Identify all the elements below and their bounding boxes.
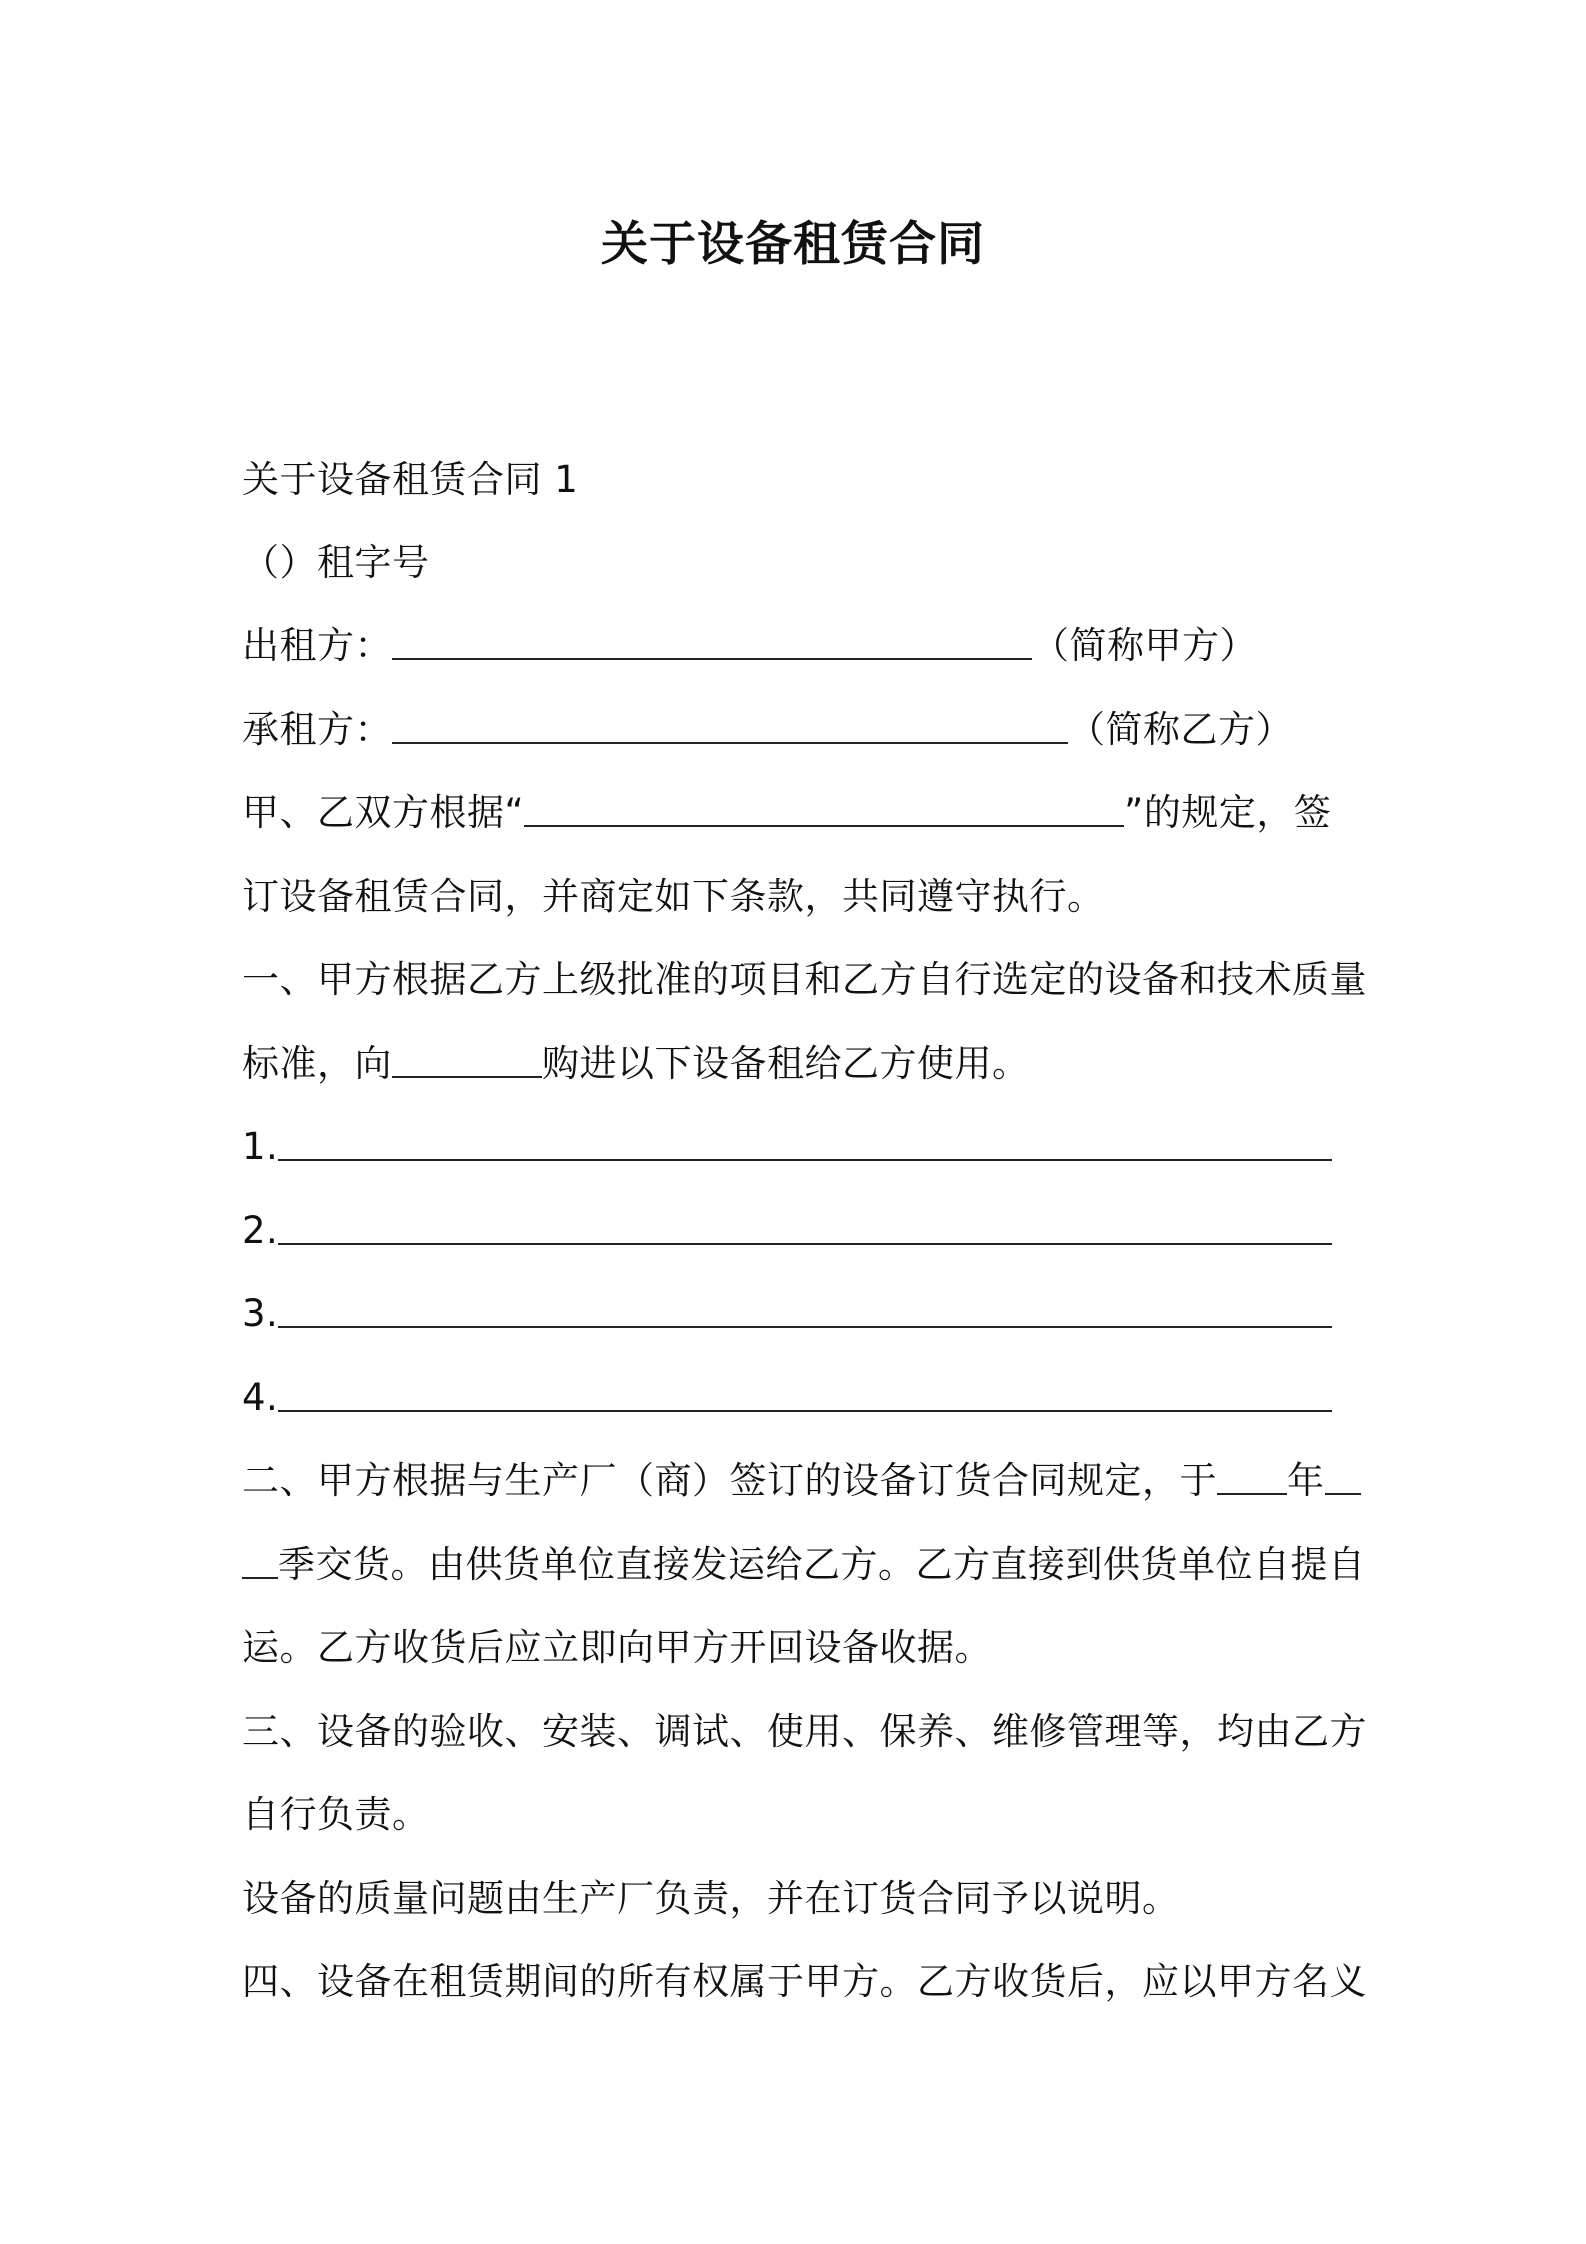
lessor-label: 出租方： bbox=[242, 624, 392, 667]
intro-text-b: ”的规定，签 bbox=[1124, 791, 1332, 834]
quality-note-line bbox=[242, 1869, 1180, 1929]
lessee-blank[interactable] bbox=[392, 700, 1068, 744]
year-blank[interactable] bbox=[1217, 1451, 1287, 1495]
clause-3-text-a: 三、设备的验收、安装、调试、使用、保养、维修管理等，均由乙方 bbox=[242, 1710, 1367, 1753]
clause-3-line-1 bbox=[242, 1702, 1367, 1762]
clause-1-line-2 bbox=[242, 1034, 1030, 1094]
clause-1-text-a: 标准，向 bbox=[242, 1042, 392, 1085]
lessee-suffix: （简称乙方） bbox=[1068, 708, 1293, 751]
clause-3-text-b: 自行负责。 bbox=[242, 1793, 430, 1836]
equipment-item-number: 2. bbox=[242, 1209, 279, 1252]
equipment-item-blank[interactable] bbox=[278, 1368, 1332, 1412]
clause-1-text: 一、甲方根据乙方上级批准的项目和乙方自行选定的设备和技术质量 bbox=[242, 958, 1367, 1001]
document-title: 关于设备租赁合同 bbox=[601, 217, 985, 272]
clause-2-line-3 bbox=[242, 1618, 992, 1678]
lessee-label: 承租方： bbox=[242, 708, 392, 751]
equipment-item-2 bbox=[242, 1201, 1332, 1261]
clause-2-text-d: 运。乙方收货后应立即向甲方开回设备收据。 bbox=[242, 1626, 992, 1669]
clause-1-line-1 bbox=[242, 950, 1367, 1010]
equipment-item-4 bbox=[242, 1368, 1332, 1428]
lessor-blank[interactable] bbox=[392, 616, 1032, 660]
equipment-item-3 bbox=[242, 1284, 1332, 1344]
intro-text-c: 订设备租赁合同，并商定如下条款，共同遵守执行。 bbox=[242, 875, 1105, 918]
regulation-blank[interactable] bbox=[524, 783, 1124, 827]
quality-note-text: 设备的质量问题由生产厂负责，并在订货合同予以说明。 bbox=[242, 1877, 1180, 1920]
subtitle-text: 关于设备租赁合同 1 bbox=[242, 458, 579, 501]
clause-2-text-a: 二、甲方根据与生产厂（商）签订的设备订货合同规定，于 bbox=[242, 1459, 1217, 1502]
clause-4-line-1 bbox=[242, 1952, 1367, 2012]
intro-line-1 bbox=[242, 783, 1331, 843]
equipment-item-blank[interactable] bbox=[278, 1284, 1332, 1328]
clause-2-line-1 bbox=[242, 1451, 1361, 1511]
supplier-blank[interactable] bbox=[392, 1034, 542, 1078]
lessor-suffix: （简称甲方） bbox=[1032, 624, 1257, 667]
equipment-item-number: 1. bbox=[242, 1125, 279, 1168]
lessee-line bbox=[242, 700, 1293, 760]
clause-3-line-2 bbox=[242, 1785, 430, 1845]
clause-2-line-2 bbox=[242, 1535, 1366, 1595]
equipment-item-number: 3. bbox=[242, 1292, 279, 1335]
intro-text-a: 甲、乙双方根据“ bbox=[242, 791, 525, 834]
quarter-blank-end[interactable] bbox=[242, 1535, 278, 1579]
equipment-item-1 bbox=[242, 1117, 1332, 1177]
clause-2-text-b: 年 bbox=[1287, 1459, 1325, 1502]
intro-line-2 bbox=[242, 867, 1105, 927]
equipment-item-blank[interactable] bbox=[278, 1201, 1332, 1245]
clause-1-text-b: 购进以下设备租给乙方使用。 bbox=[542, 1042, 1030, 1085]
equipment-item-blank[interactable] bbox=[278, 1117, 1332, 1161]
contract-number-line bbox=[242, 533, 430, 593]
clause-4-text: 四、设备在租赁期间的所有权属于甲方。乙方收货后，应以甲方名义 bbox=[242, 1960, 1367, 2003]
clause-2-text-c: 季交货。由供货单位直接发运给乙方。乙方直接到供货单位自提自 bbox=[278, 1543, 1366, 1586]
quarter-blank-start[interactable] bbox=[1325, 1451, 1361, 1495]
contract-subtitle bbox=[242, 450, 578, 510]
contract-number-text: （）租字号 bbox=[242, 541, 430, 584]
equipment-item-number: 4. bbox=[242, 1376, 279, 1419]
lessor-line bbox=[242, 616, 1257, 676]
